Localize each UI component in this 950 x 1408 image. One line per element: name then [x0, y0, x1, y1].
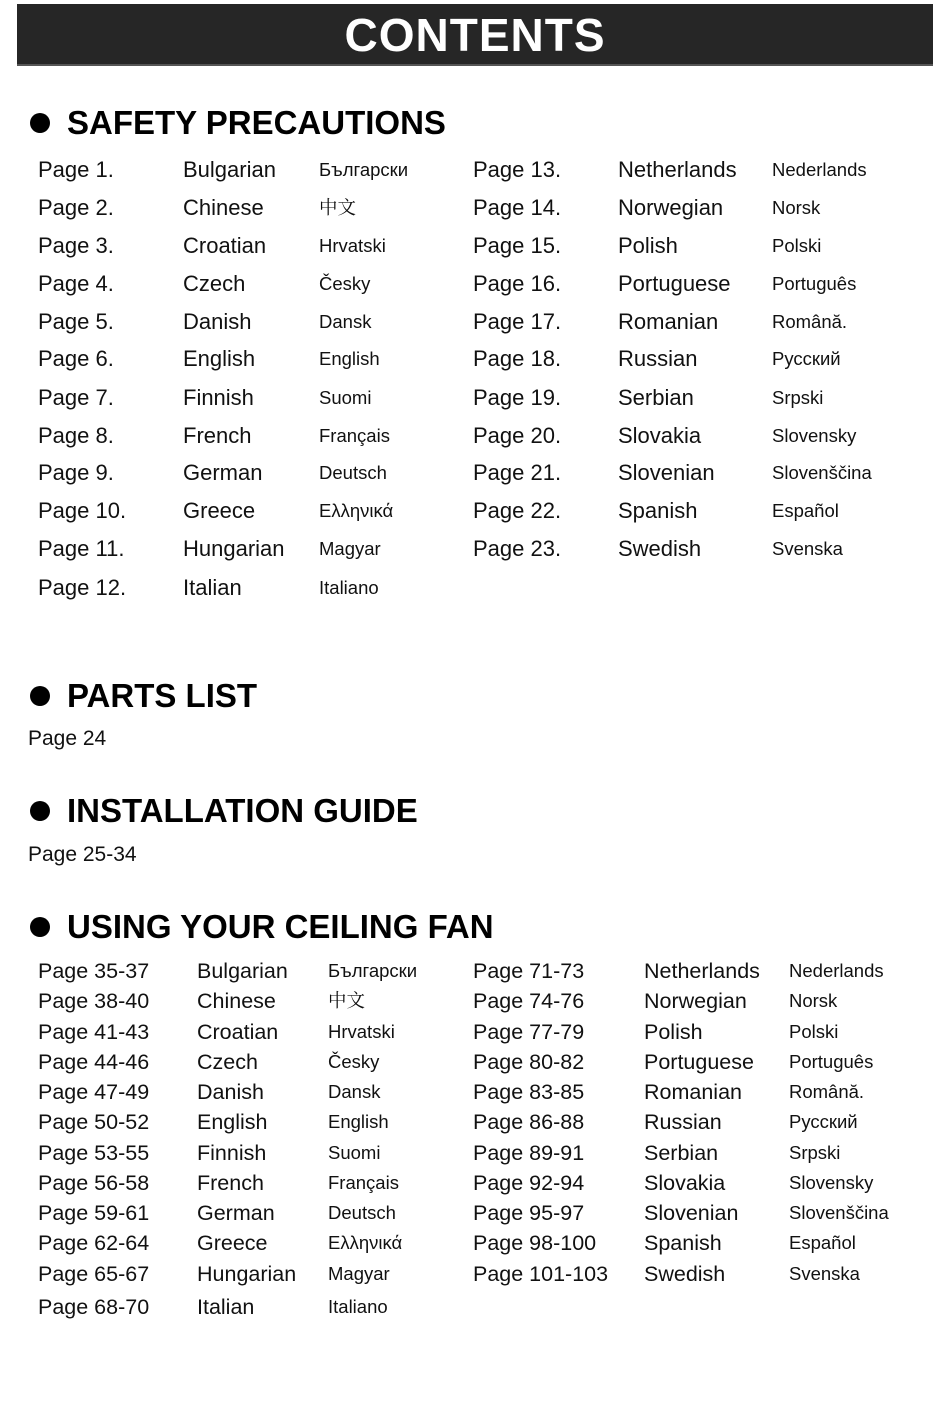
- using-page-number: Page 80-82: [473, 1050, 585, 1074]
- using-language-name: Netherlands: [644, 959, 760, 983]
- safety-native-language-name: Hrvatski: [319, 235, 386, 256]
- using-native-language-name: Slovenščina: [789, 1202, 889, 1223]
- safety-language-name: Polish: [618, 233, 678, 258]
- using-page-number: Page 59-61: [38, 1201, 150, 1225]
- safety-language-name: Spanish: [618, 498, 698, 523]
- safety-page-number: Page 22.: [473, 498, 562, 523]
- using-page-number: Page 71-73: [473, 959, 585, 983]
- using-language-name: Bulgarian: [197, 959, 288, 983]
- safety-native-language-name: Svenska: [772, 538, 843, 559]
- using-native-language-name: Deutsch: [328, 1202, 396, 1223]
- bullet-icon: [30, 801, 50, 821]
- installation-page-ref: Page 25-34: [28, 843, 137, 866]
- bullet-icon: [30, 113, 50, 133]
- safety-page-number: Page 10.: [38, 498, 127, 523]
- safety-page-number: Page 20.: [473, 423, 562, 448]
- safety-page-number: Page 11.: [38, 536, 125, 561]
- using-native-language-name: English: [328, 1111, 389, 1132]
- safety-native-language-name: Slovensky: [772, 425, 857, 446]
- using-language-name: French: [197, 1171, 264, 1195]
- using-language-name: Finnish: [197, 1141, 267, 1165]
- safety-language-name: Finnish: [183, 385, 254, 410]
- using-native-language-name: Slovensky: [789, 1172, 874, 1193]
- safety-native-language-name: Русский: [772, 348, 841, 369]
- using-native-language-name: Русский: [789, 1111, 858, 1132]
- using-native-language-name: Polski: [789, 1021, 839, 1042]
- safety-page-number: Page 1.: [38, 157, 114, 182]
- using-page-number: Page 56-58: [38, 1171, 150, 1195]
- using-page-number: Page 53-55: [38, 1141, 150, 1165]
- using-native-language-name: Česky: [328, 1051, 380, 1072]
- safety-page-number: Page 6.: [38, 346, 114, 371]
- parts-page-ref: Page 24: [28, 727, 107, 750]
- bullet-icon: [30, 686, 50, 706]
- using-native-language-name: Hrvatski: [328, 1021, 395, 1042]
- safety-page-number: Page 5.: [38, 309, 114, 334]
- safety-native-language-name: Suomi: [319, 387, 372, 408]
- using-language-name: Swedish: [644, 1262, 726, 1286]
- using-native-language-name: Italiano: [328, 1296, 388, 1317]
- safety-native-language-name: Nederlands: [772, 159, 867, 180]
- using-page-number: Page 86-88: [473, 1110, 585, 1134]
- safety-page-number: Page 17.: [473, 309, 562, 334]
- using-language-name: English: [197, 1110, 268, 1134]
- using-language-name: Portuguese: [644, 1050, 754, 1074]
- safety-native-language-name: Slovenščina: [772, 462, 872, 483]
- safety-page-number: Page 14.: [473, 195, 562, 220]
- using-native-language-name: Srpski: [789, 1142, 841, 1163]
- safety-native-language-name: Français: [319, 425, 390, 446]
- using-native-language-name: Magyar: [328, 1263, 390, 1284]
- using-page-number: Page 62-64: [38, 1231, 150, 1255]
- safety-native-language-name: Български: [319, 159, 409, 180]
- safety-native-language-name: Česky: [319, 273, 371, 294]
- safety-page-number: Page 3.: [38, 233, 114, 258]
- safety-native-language-name: Magyar: [319, 538, 381, 559]
- safety-language-name: Norwegian: [618, 195, 724, 220]
- safety-native-language-name: Română.: [772, 311, 848, 332]
- safety-language-name: Danish: [183, 309, 252, 334]
- section-title-parts: PARTS LIST: [67, 677, 258, 714]
- safety-page-number: Page 9.: [38, 460, 114, 485]
- safety-native-language-name: 中文: [319, 197, 357, 218]
- safety-language-name: German: [183, 460, 263, 485]
- safety-native-language-name: Norsk: [772, 197, 821, 218]
- safety-language-name: Russian: [618, 346, 698, 371]
- safety-page-number: Page 23.: [473, 536, 562, 561]
- section-title-using: USING YOUR CEILING FAN: [67, 908, 494, 945]
- using-language-name: Polish: [644, 1020, 703, 1044]
- using-native-language-name: Svenska: [789, 1263, 860, 1284]
- safety-language-name: Italian: [183, 575, 242, 600]
- safety-page-number: Page 19.: [473, 385, 562, 410]
- contents-banner: [17, 4, 933, 66]
- safety-page-number: Page 15.: [473, 233, 562, 258]
- safety-language-name: Bulgarian: [183, 157, 276, 182]
- safety-native-language-name: English: [319, 348, 380, 369]
- section-title-safety: SAFETY PRECAUTIONS: [67, 104, 446, 141]
- safety-page-number: Page 13.: [473, 157, 562, 182]
- using-language-name: Hungarian: [197, 1262, 297, 1286]
- using-native-language-name: Български: [328, 960, 418, 981]
- safety-page-number: Page 8.: [38, 423, 114, 448]
- safety-native-language-name: Polski: [772, 235, 822, 256]
- section-title-installation: INSTALLATION GUIDE: [67, 792, 418, 829]
- using-language-name: Czech: [197, 1050, 258, 1074]
- using-language-name: Russian: [644, 1110, 722, 1134]
- safety-language-name: Serbian: [618, 385, 694, 410]
- safety-page-number: Page 7.: [38, 385, 114, 410]
- using-language-name: Slovenian: [644, 1201, 739, 1225]
- using-page-number: Page 98-100: [473, 1231, 597, 1255]
- safety-page-number: Page 12.: [38, 575, 127, 600]
- safety-native-language-name: Dansk: [319, 311, 372, 332]
- using-page-number: Page 74-76: [473, 989, 585, 1013]
- using-page-number: Page 65-67: [38, 1262, 150, 1286]
- using-page-number: Page 35-37: [38, 959, 150, 983]
- using-native-language-name: Português: [789, 1051, 874, 1072]
- using-native-language-name: 中文: [328, 990, 366, 1011]
- using-page-number: Page 41-43: [38, 1020, 150, 1044]
- safety-language-name: French: [183, 423, 252, 448]
- safety-language-name: Hungarian: [183, 536, 285, 561]
- section-heading-using: [30, 907, 494, 947]
- safety-page-number: Page 16.: [473, 271, 562, 296]
- using-page-number: Page 89-91: [473, 1141, 585, 1165]
- using-language-name: Greece: [197, 1231, 268, 1255]
- using-native-language-name: Română.: [789, 1081, 865, 1102]
- using-language-name: Serbian: [644, 1141, 719, 1165]
- safety-language-name: Netherlands: [618, 157, 737, 182]
- using-page-number: Page 38-40: [38, 989, 150, 1013]
- safety-native-language-name: Srpski: [772, 387, 824, 408]
- safety-native-language-name: Ελληνικά: [319, 500, 394, 521]
- safety-native-language-name: Español: [772, 500, 839, 521]
- using-native-language-name: Español: [789, 1232, 856, 1253]
- using-native-language-name: Français: [328, 1172, 399, 1193]
- using-native-language-name: Suomi: [328, 1142, 381, 1163]
- safety-native-language-name: Italiano: [319, 577, 379, 598]
- safety-language-name: Slovakia: [618, 423, 702, 448]
- safety-native-language-name: Deutsch: [319, 462, 387, 483]
- using-language-name: Chinese: [197, 989, 276, 1013]
- using-language-name: Slovakia: [644, 1171, 726, 1195]
- using-page-number: Page 44-46: [38, 1050, 150, 1074]
- using-language-name: German: [197, 1201, 275, 1225]
- using-page-number: Page 83-85: [473, 1080, 585, 1104]
- safety-language-name: Greece: [183, 498, 256, 523]
- safety-language-name: English: [183, 346, 256, 371]
- using-language-name: Danish: [197, 1080, 264, 1104]
- bullet-icon: [30, 917, 50, 937]
- safety-language-name: Croatian: [183, 233, 267, 258]
- using-page-number: Page 50-52: [38, 1110, 150, 1134]
- using-page-number: Page 101-103: [473, 1262, 609, 1286]
- safety-page-number: Page 2.: [38, 195, 114, 220]
- page-title: CONTENTS: [344, 9, 606, 61]
- safety-language-name: Slovenian: [618, 460, 715, 485]
- using-page-number: Page 47-49: [38, 1080, 150, 1104]
- using-native-language-name: Dansk: [328, 1081, 381, 1102]
- section-heading-parts: [30, 676, 257, 716]
- section-heading-installation: [30, 791, 418, 831]
- safety-page-number: Page 21.: [473, 460, 562, 485]
- using-page-number: Page 95-97: [473, 1201, 585, 1225]
- using-native-language-name: Nederlands: [789, 960, 884, 981]
- safety-language-name: Portuguese: [618, 271, 731, 296]
- using-page-number: Page 77-79: [473, 1020, 585, 1044]
- section-heading-safety: [30, 103, 446, 143]
- using-language-name: Italian: [197, 1295, 255, 1319]
- safety-native-language-name: Português: [772, 273, 857, 294]
- safety-language-name: Swedish: [618, 536, 702, 561]
- using-native-language-name: Norsk: [789, 990, 838, 1011]
- using-language-name: Romanian: [644, 1080, 742, 1104]
- safety-language-name: Czech: [183, 271, 246, 296]
- safety-language-name: Chinese: [183, 195, 264, 220]
- safety-page-number: Page 18.: [473, 346, 562, 371]
- using-language-name: Croatian: [197, 1020, 279, 1044]
- using-native-language-name: Ελληνικά: [328, 1232, 403, 1253]
- using-language-name: Norwegian: [644, 989, 747, 1013]
- safety-language-name: Romanian: [618, 309, 719, 334]
- using-page-number: Page 68-70: [38, 1295, 150, 1319]
- using-language-name: Spanish: [644, 1231, 722, 1255]
- safety-page-number: Page 4.: [38, 271, 114, 296]
- using-page-number: Page 92-94: [473, 1171, 585, 1195]
